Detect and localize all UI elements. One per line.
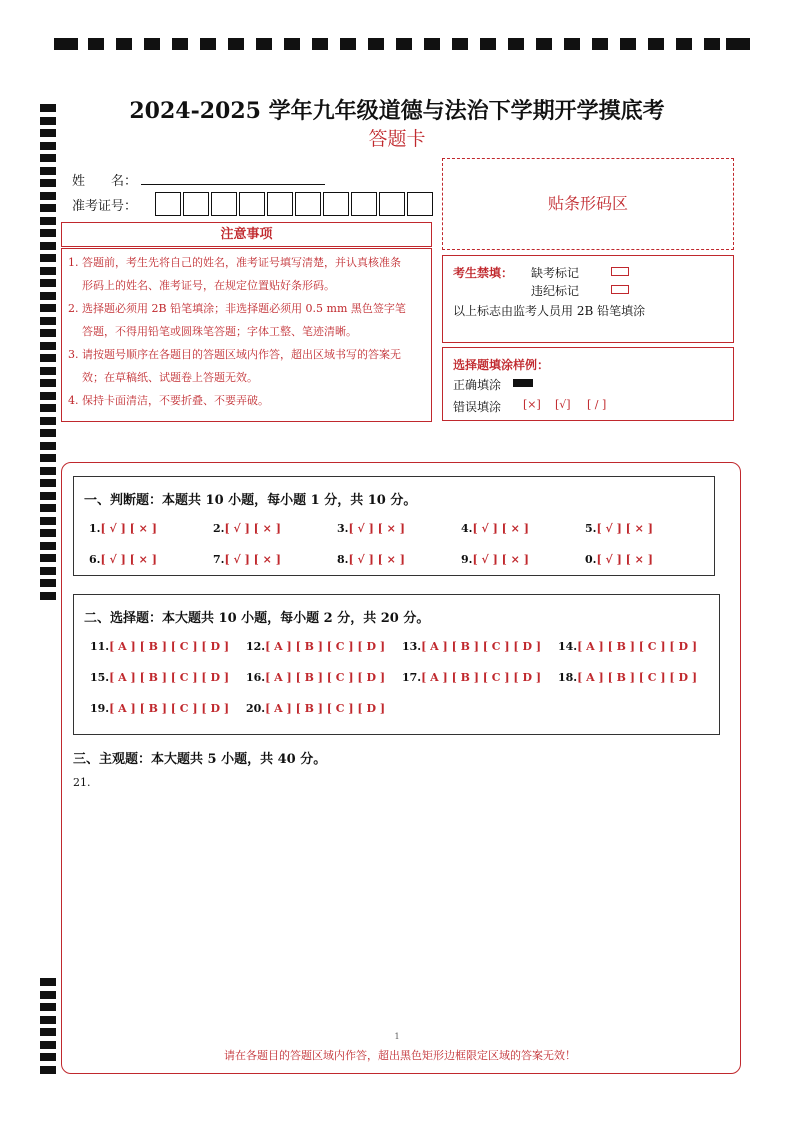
answer-options[interactable]: [ √ ] [ × ] bbox=[348, 553, 405, 566]
wrong-mark: [√] bbox=[555, 398, 571, 411]
answer-options[interactable]: [ √ ] [ × ] bbox=[100, 522, 157, 535]
timing-mark bbox=[508, 38, 524, 50]
timing-mark bbox=[40, 517, 56, 525]
id-digit-box[interactable] bbox=[323, 192, 349, 216]
section-title: 三、主观题：本大题共 5 小题，共 40 分。 bbox=[73, 752, 327, 767]
timing-mark bbox=[40, 267, 56, 275]
question-number: 6. bbox=[89, 553, 101, 566]
id-digit-box[interactable] bbox=[379, 192, 405, 216]
timing-mark bbox=[396, 38, 412, 50]
timing-mark bbox=[40, 167, 56, 175]
barcode-area bbox=[442, 158, 734, 250]
notice-item: 形码上的姓名、准考证号，在规定位置贴好条形码。 bbox=[82, 279, 335, 292]
timing-mark bbox=[480, 38, 496, 50]
question-number: 9. bbox=[461, 553, 473, 566]
timing-mark bbox=[40, 1066, 56, 1074]
answer-options[interactable]: [ A ] [ B ] [ C ] [ D ] bbox=[421, 640, 542, 653]
answer-options[interactable]: [ √ ] [ × ] bbox=[596, 553, 653, 566]
question-number: 16. bbox=[246, 671, 266, 684]
timing-mark bbox=[40, 392, 56, 400]
timing-mark bbox=[40, 254, 56, 262]
tf-question[interactable] bbox=[89, 522, 157, 535]
timing-mark bbox=[144, 38, 160, 50]
timing-mark bbox=[40, 1041, 56, 1049]
timing-mark bbox=[40, 229, 56, 237]
answer-options[interactable]: [ A ] [ B ] [ C ] [ D ] bbox=[109, 671, 230, 684]
timing-mark bbox=[648, 38, 664, 50]
violation-label: 违纪标记 bbox=[531, 284, 580, 298]
answer-options[interactable]: [ √ ] [ × ] bbox=[224, 553, 281, 566]
timing-mark bbox=[40, 1053, 56, 1061]
answer-options[interactable]: [ √ ] [ × ] bbox=[472, 553, 529, 566]
question-number: 20. bbox=[246, 702, 266, 715]
timing-mark bbox=[40, 579, 56, 587]
timing-marks-top bbox=[54, 38, 750, 50]
wrong-label: 错误填涂 bbox=[453, 400, 502, 414]
timing-mark bbox=[40, 279, 56, 287]
timing-mark bbox=[592, 38, 608, 50]
answer-options[interactable]: [ √ ] [ × ] bbox=[348, 522, 405, 535]
timing-mark bbox=[40, 217, 56, 225]
answer-options[interactable]: [ A ] [ B ] [ C ] [ D ] bbox=[265, 702, 386, 715]
timing-mark bbox=[40, 417, 56, 425]
answer-options[interactable]: [ √ ] [ × ] bbox=[224, 522, 281, 535]
timing-mark bbox=[424, 38, 440, 50]
id-digit-box[interactable] bbox=[239, 192, 265, 216]
timing-mark bbox=[40, 542, 56, 550]
question-number: 0. bbox=[585, 553, 597, 566]
mc-question[interactable] bbox=[558, 640, 697, 653]
correct-label: 正确填涂 bbox=[453, 378, 502, 392]
question-number: 4. bbox=[461, 522, 473, 535]
id-digit-box[interactable] bbox=[295, 192, 321, 216]
question-number: 11. bbox=[90, 640, 110, 653]
mc-question[interactable] bbox=[558, 671, 697, 684]
question-number: 19. bbox=[90, 702, 110, 715]
timing-mark bbox=[40, 592, 56, 600]
timing-mark bbox=[620, 38, 636, 50]
name-field[interactable] bbox=[141, 184, 325, 185]
question-number: 7. bbox=[213, 553, 225, 566]
answer-options[interactable]: [ √ ] [ × ] bbox=[472, 522, 529, 535]
answer-options[interactable]: [ A ] [ B ] [ C ] [ D ] bbox=[265, 671, 386, 684]
answer-options[interactable]: [ A ] [ B ] [ C ] [ D ] bbox=[421, 671, 542, 684]
timing-mark bbox=[40, 317, 56, 325]
question-number: 1. bbox=[89, 522, 101, 535]
question-number: 21. bbox=[73, 776, 91, 789]
timing-mark bbox=[40, 1003, 56, 1011]
timing-mark bbox=[40, 379, 56, 387]
timing-mark bbox=[40, 991, 56, 999]
timing-mark bbox=[340, 38, 356, 50]
timing-mark bbox=[40, 154, 56, 162]
sample-title: 选择题填涂样例： bbox=[453, 358, 550, 372]
timing-mark bbox=[40, 429, 56, 437]
timing-mark bbox=[40, 454, 56, 462]
name-label: 姓 名： bbox=[72, 174, 138, 189]
wrong-mark: [ / ] bbox=[587, 398, 607, 411]
timing-mark bbox=[40, 204, 56, 212]
id-digit-box[interactable] bbox=[155, 192, 181, 216]
question-number: 2. bbox=[213, 522, 225, 535]
timing-mark bbox=[40, 304, 56, 312]
id-number-boxes[interactable] bbox=[155, 192, 435, 216]
id-label: 准考证号： bbox=[72, 199, 138, 214]
section-title: 一、判断题：本题共 10 小题，每小题 1 分，共 10 分。 bbox=[84, 493, 417, 508]
timing-mark bbox=[312, 38, 328, 50]
notice-item: 1. 答题前，考生先将自己的姓名，准考证号填写清楚，并认真核准条 bbox=[68, 256, 401, 269]
prohibit-title: 考生禁填： bbox=[453, 266, 514, 280]
timing-mark bbox=[40, 404, 56, 412]
mc-question[interactable] bbox=[402, 640, 541, 653]
prohibit-box bbox=[442, 255, 734, 343]
page-subtitle: 答题卡 bbox=[368, 128, 426, 150]
footer-note: 请在各题目的答题区域内作答，超出黑色矩形边框限定区域的答案无效！ bbox=[224, 1049, 576, 1062]
timing-mark bbox=[284, 38, 300, 50]
timing-mark bbox=[704, 38, 720, 50]
notice-item: 答题，不得用铅笔或圆珠笔答题；字体工整、笔迹清晰。 bbox=[82, 325, 357, 338]
answer-options[interactable]: [ A ] [ B ] [ C ] [ D ] bbox=[577, 640, 698, 653]
mc-question[interactable] bbox=[90, 671, 229, 684]
timing-mark bbox=[116, 38, 132, 50]
timing-mark bbox=[88, 38, 104, 50]
tf-question[interactable] bbox=[585, 522, 653, 535]
tf-question[interactable] bbox=[89, 553, 157, 566]
timing-mark bbox=[40, 529, 56, 537]
timing-mark bbox=[40, 978, 56, 986]
tf-question[interactable] bbox=[337, 522, 405, 535]
answer-options[interactable]: [ A ] [ B ] [ C ] [ D ] bbox=[265, 640, 386, 653]
timing-mark bbox=[368, 38, 384, 50]
mc-question[interactable] bbox=[246, 671, 385, 684]
timing-mark bbox=[200, 38, 216, 50]
tf-question[interactable] bbox=[461, 553, 529, 566]
timing-mark bbox=[40, 242, 56, 250]
timing-mark bbox=[40, 554, 56, 562]
page-title: 2024-2025 学年九年级道德与法治下学期开学摸底考 bbox=[129, 98, 665, 124]
timing-mark bbox=[40, 179, 56, 187]
answer-options[interactable]: [ A ] [ B ] [ C ] [ D ] bbox=[577, 671, 698, 684]
timing-mark bbox=[40, 492, 56, 500]
tf-question[interactable] bbox=[213, 522, 281, 535]
question-number: 3. bbox=[337, 522, 349, 535]
answer-options[interactable]: [ A ] [ B ] [ C ] [ D ] bbox=[109, 702, 230, 715]
tf-question[interactable] bbox=[461, 522, 529, 535]
timing-mark bbox=[40, 329, 56, 337]
mc-question[interactable] bbox=[402, 671, 541, 684]
section-title: 二、选择题：本大题共 10 小题，每小题 2 分，共 20 分。 bbox=[84, 611, 430, 626]
timing-mark bbox=[228, 38, 244, 50]
question-number: 5. bbox=[585, 522, 597, 535]
notice-item: 4. 保持卡面清洁，不要折叠、不要弄破。 bbox=[68, 394, 269, 407]
mc-question[interactable] bbox=[90, 640, 229, 653]
mc-question[interactable] bbox=[246, 640, 385, 653]
correct-fill-sample bbox=[513, 379, 533, 387]
timing-mark bbox=[256, 38, 272, 50]
barcode-label: 贴条形码区 bbox=[547, 194, 628, 213]
absent-label: 缺考标记 bbox=[531, 266, 580, 280]
answer-options[interactable]: [ √ ] [ × ] bbox=[596, 522, 653, 535]
timing-mark bbox=[40, 354, 56, 362]
timing-mark bbox=[726, 38, 750, 50]
timing-marks-left bbox=[0, 0, 60, 1125]
timing-mark bbox=[40, 342, 56, 350]
timing-mark bbox=[564, 38, 580, 50]
prohibit-note: 以上标志由监考人员用 2B 铅笔填涂 bbox=[453, 304, 646, 318]
question-number: 18. bbox=[558, 671, 578, 684]
id-digit-box[interactable] bbox=[267, 192, 293, 216]
answer-options[interactable]: [ √ ] [ × ] bbox=[100, 553, 157, 566]
mc-question[interactable] bbox=[90, 702, 229, 715]
answer-options[interactable]: [ A ] [ B ] [ C ] [ D ] bbox=[109, 640, 230, 653]
question-number: 14. bbox=[558, 640, 578, 653]
question-number: 13. bbox=[402, 640, 422, 653]
id-digit-box[interactable] bbox=[211, 192, 237, 216]
fill-sample-box bbox=[442, 347, 734, 421]
notice-item: 2. 选择题必须用 2B 铅笔填涂；非选择题必须用 0.5 mm 黑色签字笔 bbox=[68, 302, 406, 315]
timing-mark bbox=[40, 1016, 56, 1024]
tf-question[interactable] bbox=[337, 553, 405, 566]
wrong-mark: [×] bbox=[523, 398, 541, 411]
id-digit-box[interactable] bbox=[351, 192, 377, 216]
answer-writing-area[interactable] bbox=[73, 792, 718, 1027]
tf-question[interactable] bbox=[213, 553, 281, 566]
mc-question[interactable] bbox=[246, 702, 385, 715]
timing-mark bbox=[452, 38, 468, 50]
id-digit-box[interactable] bbox=[183, 192, 209, 216]
timing-mark bbox=[40, 479, 56, 487]
timing-mark bbox=[172, 38, 188, 50]
question-number: 15. bbox=[90, 671, 110, 684]
timing-mark bbox=[676, 38, 692, 50]
page-number: 1 bbox=[394, 1032, 400, 1041]
notice-item: 效；在草稿纸、试题卷上答题无效。 bbox=[82, 371, 258, 384]
question-number: 17. bbox=[402, 671, 422, 684]
timing-mark bbox=[40, 367, 56, 375]
timing-mark bbox=[40, 192, 56, 200]
question-number: 12. bbox=[246, 640, 266, 653]
id-digit-box[interactable] bbox=[407, 192, 433, 216]
notice-body bbox=[61, 248, 432, 422]
notice-item: 3. 请按题号顺序在各题目的答题区域内作答，超出区域书写的答案无 bbox=[68, 348, 401, 361]
question-number: 8. bbox=[337, 553, 349, 566]
timing-mark bbox=[40, 442, 56, 450]
notice-heading: 注意事项 bbox=[61, 222, 432, 247]
absent-mark-box[interactable] bbox=[611, 267, 629, 276]
timing-mark bbox=[40, 292, 56, 300]
timing-mark bbox=[40, 567, 56, 575]
timing-mark bbox=[40, 467, 56, 475]
tf-question[interactable] bbox=[585, 553, 653, 566]
timing-mark bbox=[40, 504, 56, 512]
violation-mark-box[interactable] bbox=[611, 285, 629, 294]
timing-mark bbox=[536, 38, 552, 50]
